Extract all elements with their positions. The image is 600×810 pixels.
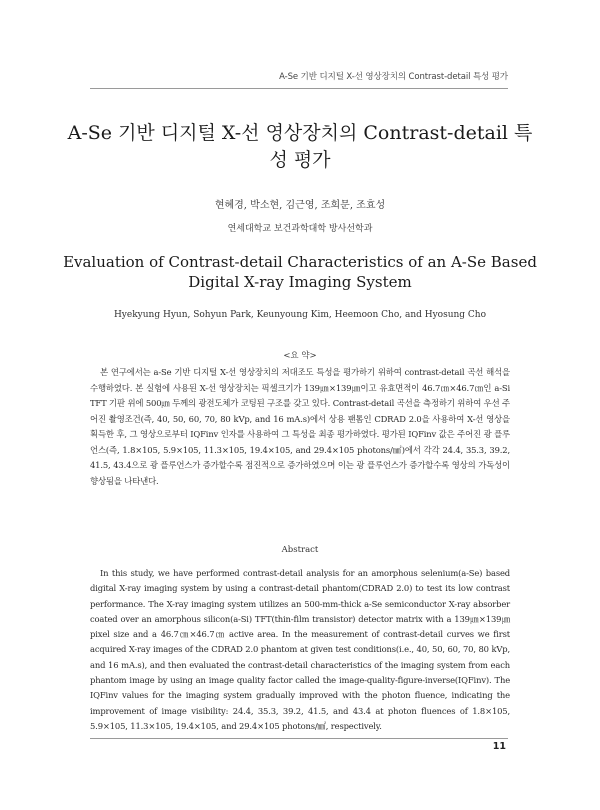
- abstract-korean-heading: <요 약>: [283, 351, 317, 361]
- affiliation-korean: 연세대학교 보건과학대학 방사선학과: [227, 224, 373, 234]
- running-head: A-Se 기반 디지털 X-선 영상장치의 Contrast-detail 특성 평가: [279, 72, 508, 82]
- title-korean: A-Se 기반 디지털 X-선 영상장치의 Contrast-detail 특성 평가: [67, 122, 533, 171]
- abstract-english: In this study, we have performed contrast-detail analysis for an amorphous selenium(a-Se) based digital X-ray imaging system by using a contrast-detail phantom(CDRAD 2.0) to test its low contrast performance. The X-ray imaging system utilizes an 500-mm-thick a-Se semiconductor X-ray absorber coated over an amorphous silicon(a-Si) TFT(thin-film transistor) detector matrix with a 139㎛×139㎛ pixel size and a 46.7㎝×46.7㎝ active area. In the measurement of contrast-detail curves we first acquired X-ray images of the CDRAD 2.0 phantom at given test conditions(i.e., 40, 50, 60, 70, 80 kVp, and 16 mA.s), and then evaluated the contrast-detail characteristics of the imaging system from each phantom image by using an image quality factor called the image-quality-figure-inverse(IQFinv). The IQFinv values for the imaging system gradually improved with the photon fluence, indicating the improvement of image visibility: 24.4, 35.3, 39.2, 41.5, and 43.4 at photon fluences of 1.8×105, 5.9×105, 11.3×105, 19.4×105, and 29.4×105 photons/㎟, respectively.: [90, 568, 510, 731]
- title-english: Evaluation of Contrast-detail Characteristics of an A-Se Based Digital X-ray Imaging System: [63, 253, 537, 291]
- authors-korean: 현혜경, 박소현, 김근영, 조희문, 조효성: [214, 200, 386, 211]
- page-number: 11: [492, 741, 506, 752]
- abstract-korean: 본 연구에서는 a-Se 기반 디지털 X-선 영상장치의 저대조도 특성을 평가하기 위하여 contrast-detail 곡선 해석을 수행하였다. 본 실험에 사용된 X-선 영상장치는 픽셀크기가 139㎛×139㎛이고 유효면적이 46.7㎝×46.7㎝인 a-Si TFT 기판 위에 500㎛ 두께의 광전도체가 코팅된 구조를 갖고 있다. Contrast-detail 곡선을 측정하기 위하여 우선 주어진 촬영조건(즉, 40, 50, 60, 70, 80 kVp, and 16 mA.s)에서 상용 팬톰인 CDRAD 2.0을 사용하여 X-선 영상을 획득한 후, 그 영상으로부터 IQFinv 인자를 사용하여 그 특성을 최종 평가하였다. 평가된 IQFinv 값은 주어진 광 플루언스(즉, 1.8×105, 5.9×105, 11.3×105, 19.4×105, and 29.4×105 photons/㎟)에서 각각 24.4, 35.3, 39.2, 41.5, 43.4으로 광 플루언스가 증가할수록 점진적으로 증가하였으며 이는 광 플루언스가 증가할수록 영상의 가독성이 향상됨을 나타낸다.: [90, 367, 510, 486]
- authors-english: Hyekyung Hyun, Sohyun Park, Keunyoung Kim, Heemoon Cho, and Hyosung Cho: [113, 310, 487, 320]
- abstract-english-heading: Abstract: [281, 545, 319, 555]
- footer-rule: [90, 738, 508, 739]
- header-rule: [90, 88, 508, 89]
